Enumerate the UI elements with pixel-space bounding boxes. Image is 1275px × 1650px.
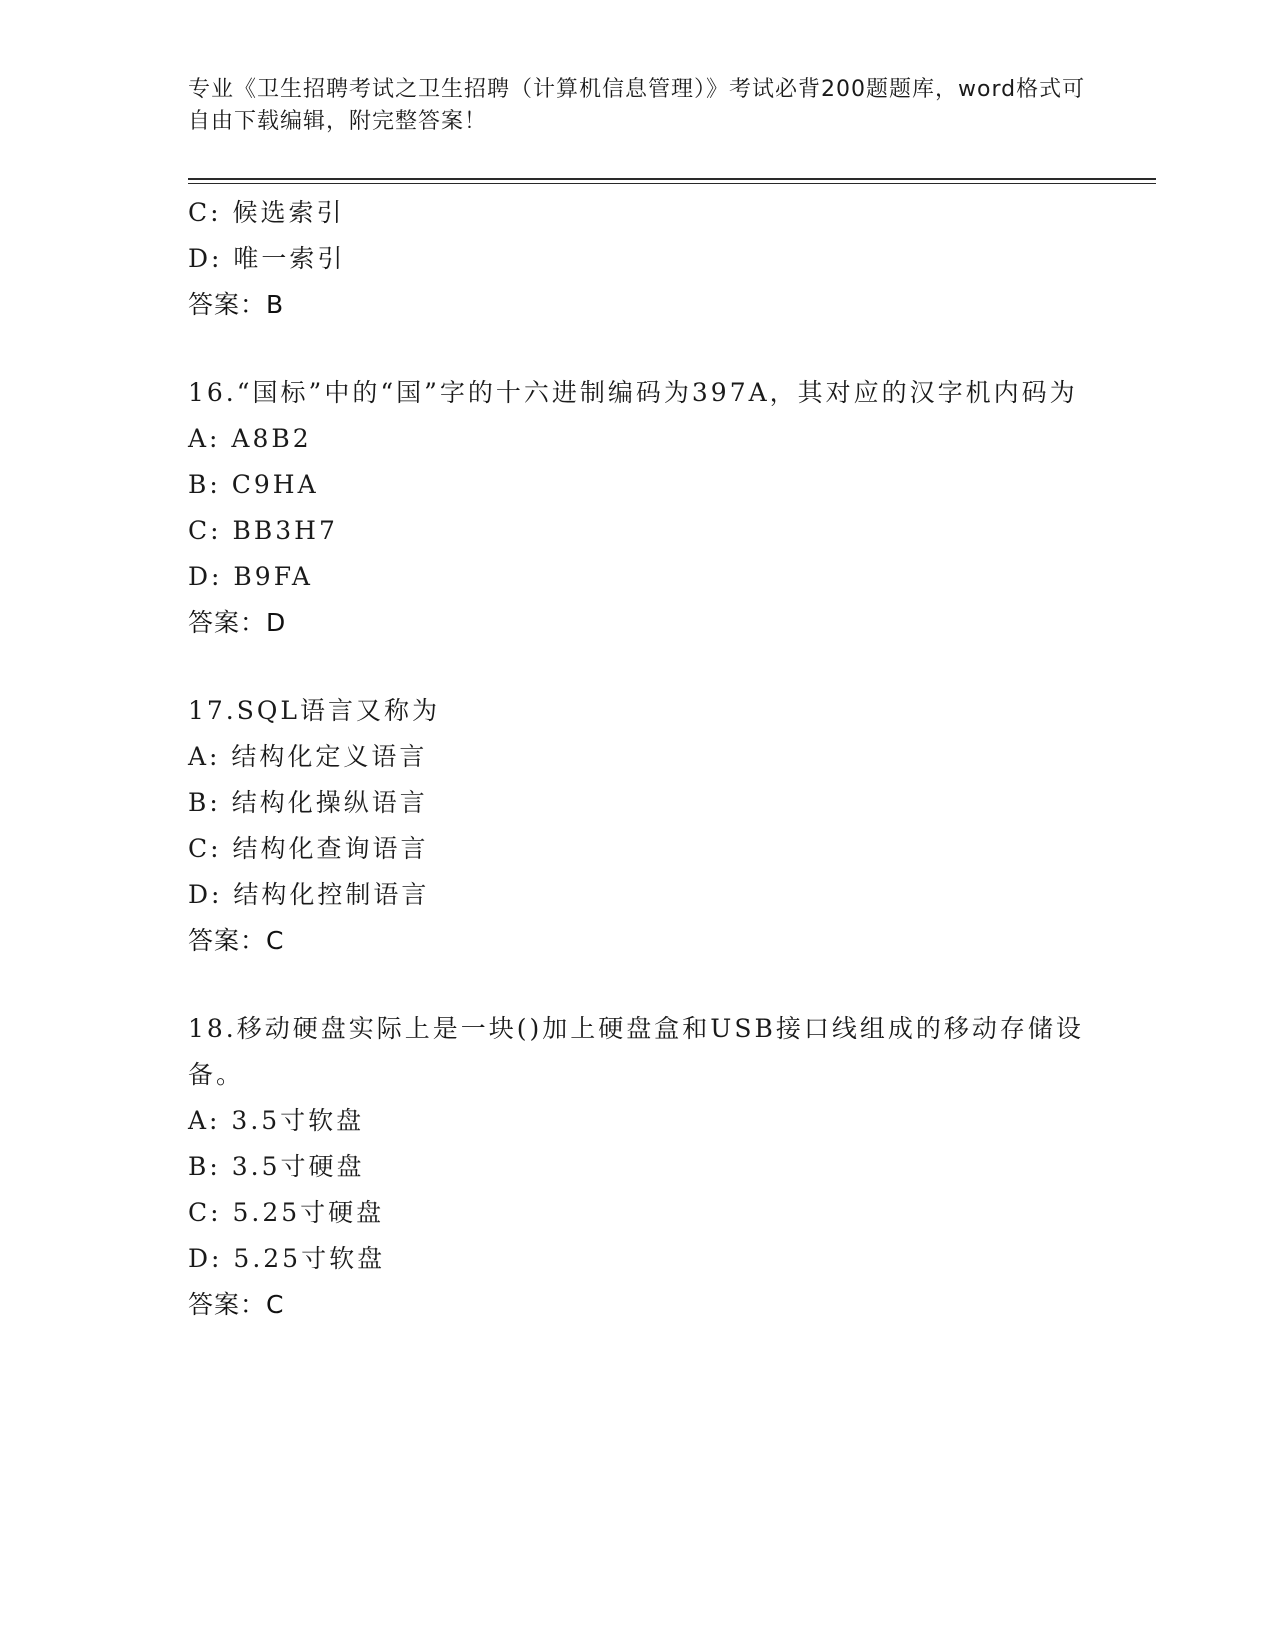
header-divider-thick <box>188 178 1156 180</box>
option-a: A: 结构化定义语言 <box>188 742 428 771</box>
option-c: C: 候选索引 <box>188 198 345 227</box>
option-c: C: BB3H7 <box>188 516 338 545</box>
question-18 <box>188 1006 1088 1328</box>
answer-line: 答案：D <box>188 608 287 637</box>
answer-line: 答案：C <box>188 1290 285 1319</box>
option-c: C: 5.25寸硬盘 <box>188 1198 385 1227</box>
document-page <box>188 0 1158 1650</box>
option-c: C: 结构化查询语言 <box>188 834 429 863</box>
document-header: 专业《卫生招聘考试之卫生招聘（计算机信息管理）》考试必背200题题库，word格式可自由下载编辑，附完整答案！ <box>188 77 1086 134</box>
question-text: 17.SQL语言又称为 <box>188 696 440 725</box>
question-17 <box>188 688 1088 964</box>
option-a: A: 3.5寸软盘 <box>188 1106 365 1135</box>
question-15-tail <box>188 190 1088 328</box>
option-b: B: 3.5寸硬盘 <box>188 1152 365 1181</box>
option-d: D: 唯一索引 <box>188 244 346 273</box>
question-text: 16.“国标”中的“国”字的十六进制编码为397A，其对应的汉字机内码为 <box>188 378 1078 407</box>
option-d: D: 5.25寸软盘 <box>188 1244 386 1273</box>
question-text: 18.移动硬盘实际上是一块()加上硬盘盒和USB接口线组成的移动存储设备。 <box>188 1014 1084 1089</box>
option-d: D: B9FA <box>188 562 313 591</box>
option-d: D: 结构化控制语言 <box>188 880 430 909</box>
header-divider-thin <box>188 183 1156 184</box>
answer-line: 答案：B <box>188 290 285 319</box>
option-b: B: 结构化操纵语言 <box>188 788 428 817</box>
answer-line: 答案：C <box>188 926 285 955</box>
question-list <box>188 190 1088 1328</box>
option-b: B: C9HA <box>188 470 319 499</box>
option-a: A: A8B2 <box>188 424 312 453</box>
question-16 <box>188 370 1088 646</box>
